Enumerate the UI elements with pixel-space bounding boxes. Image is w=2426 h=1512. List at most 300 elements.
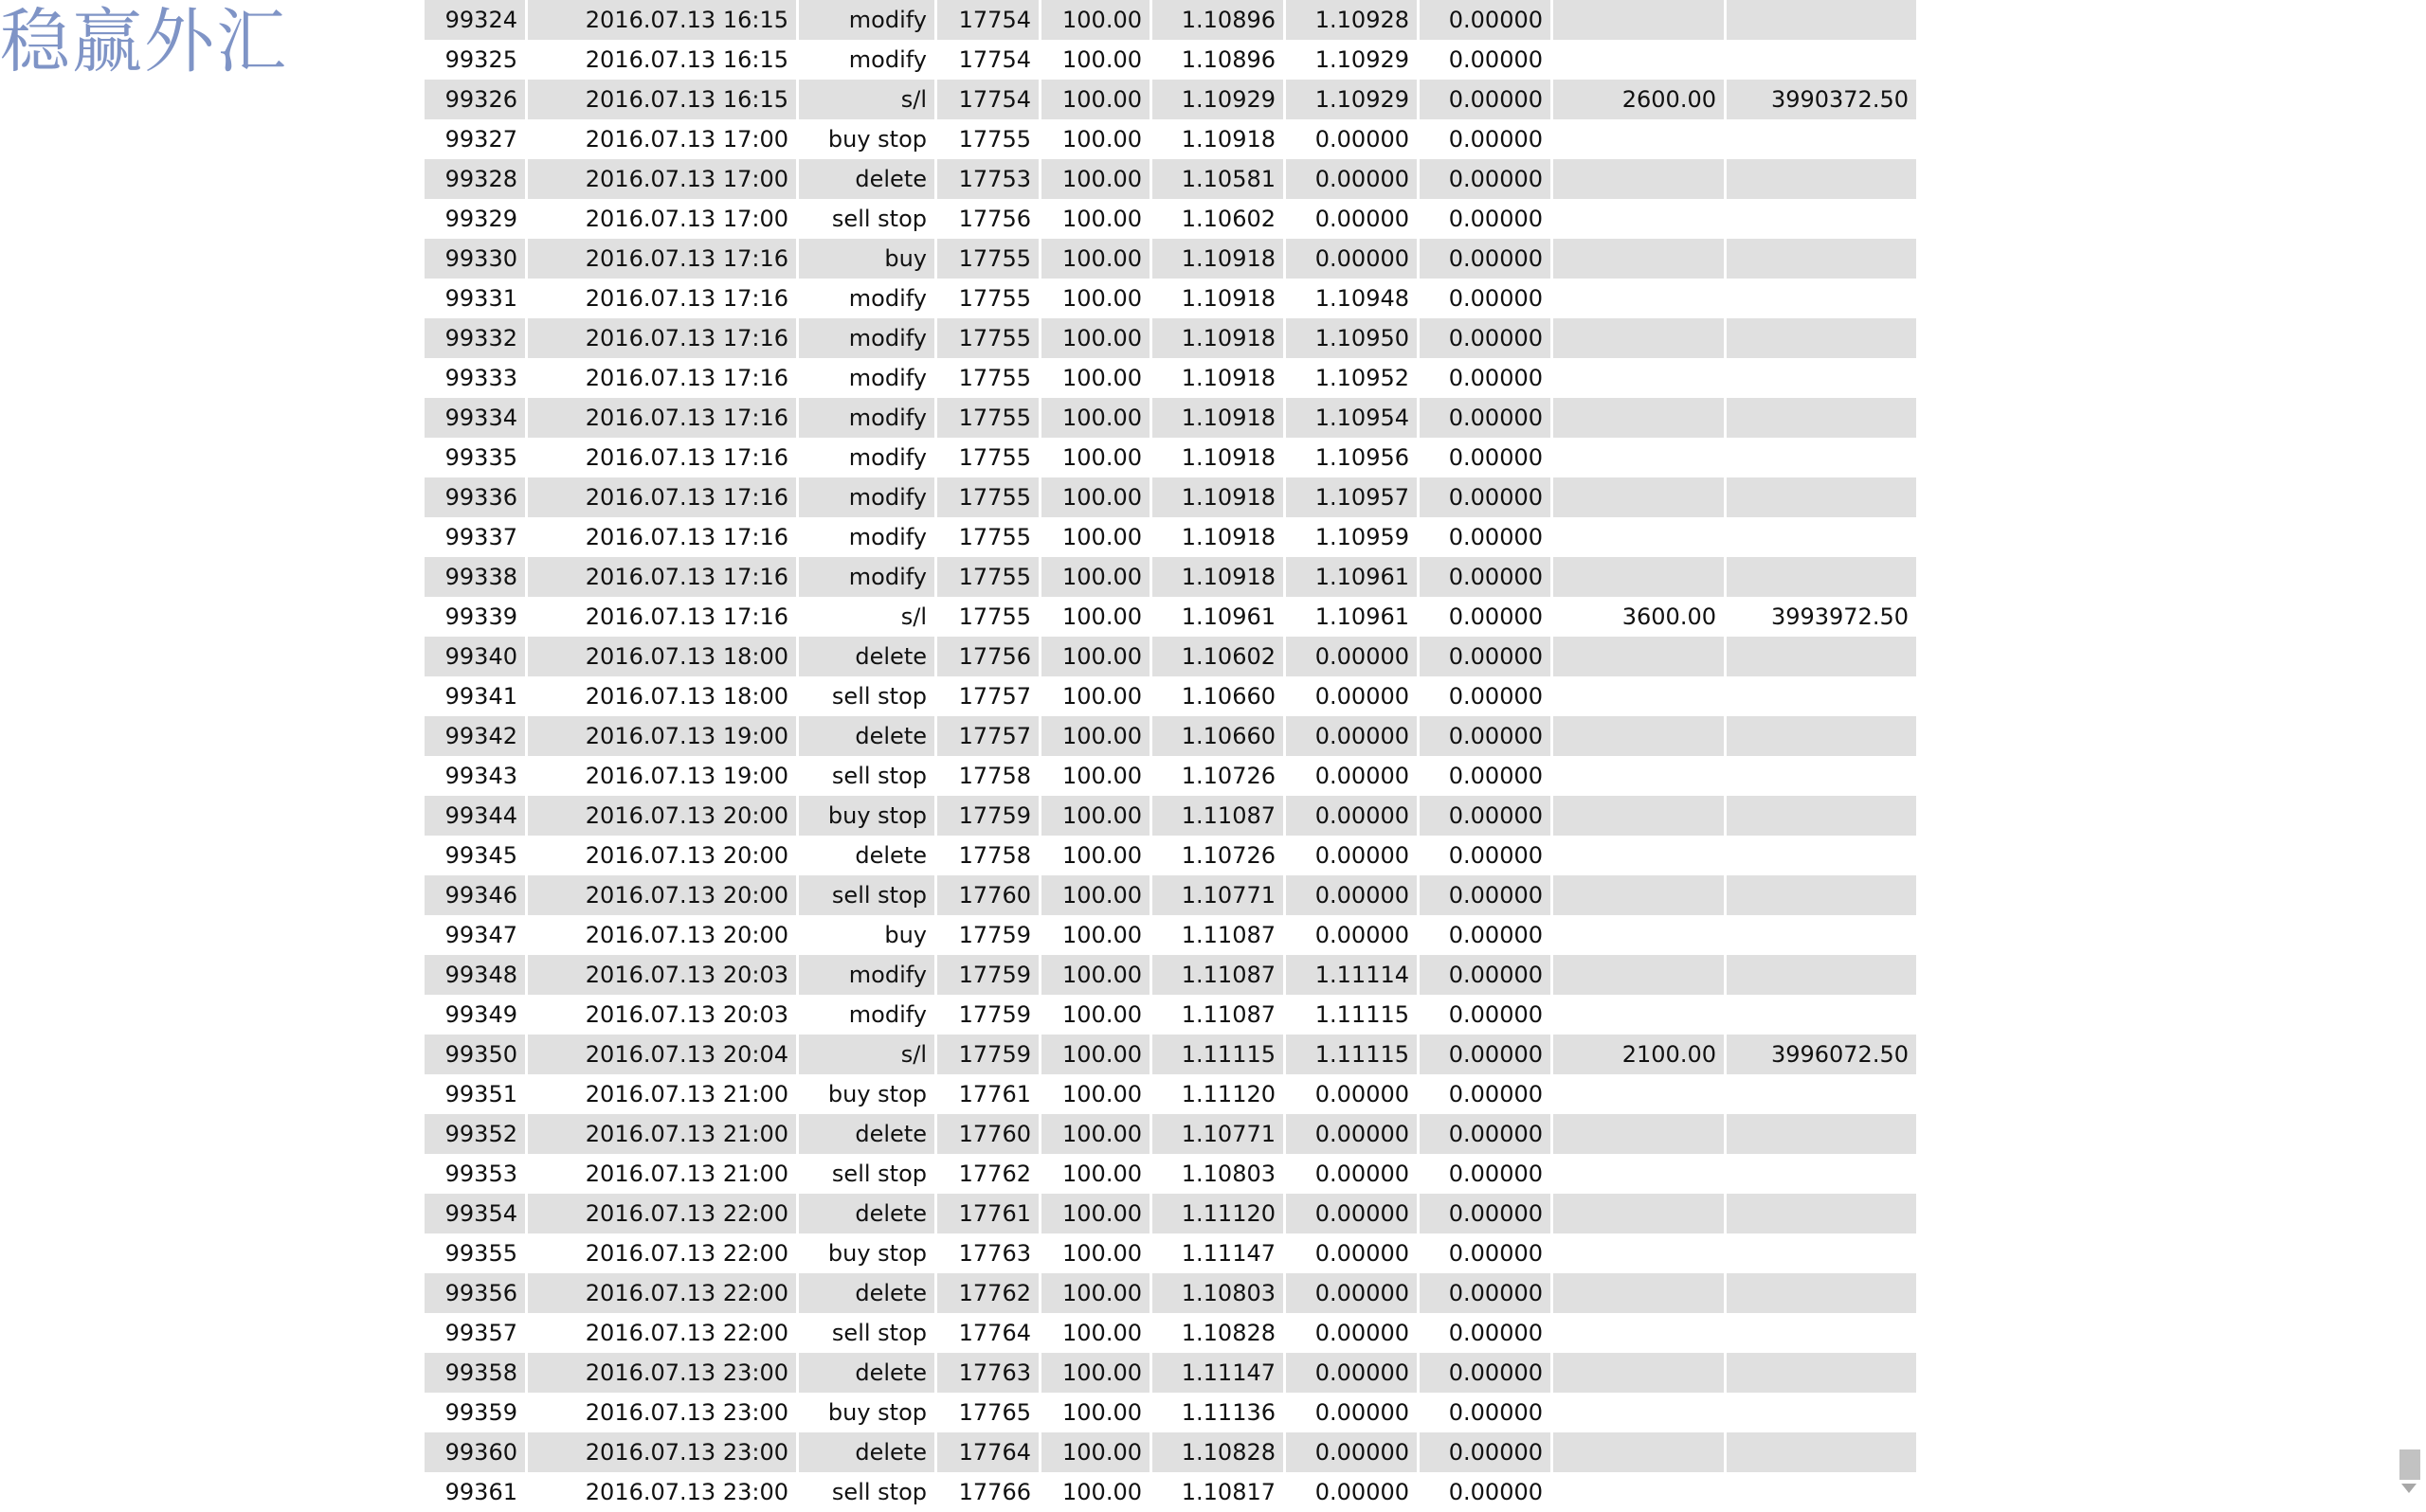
deal-time-cell: 2016.07.13 23:00 — [528, 1353, 796, 1393]
take-profit-cell: 0.00000 — [1420, 597, 1550, 637]
lot-size-cell: 100.00 — [1041, 358, 1150, 398]
deal-time-cell: 2016.07.13 17:16 — [528, 239, 796, 279]
deal-time-cell: 2016.07.13 17:16 — [528, 477, 796, 517]
table-row — [425, 398, 1916, 438]
profit-cell — [1553, 995, 1724, 1035]
stop-loss-cell: 0.00000 — [1286, 676, 1417, 716]
table-row — [425, 239, 1916, 279]
table-row — [425, 716, 1916, 756]
table-row — [425, 119, 1916, 159]
take-profit-cell: 0.00000 — [1420, 836, 1550, 875]
deal-number-cell: 99359 — [425, 1393, 525, 1432]
balance-cell — [1727, 398, 1916, 438]
profit-cell — [1553, 358, 1724, 398]
balance-cell — [1727, 1154, 1916, 1194]
balance-cell — [1727, 318, 1916, 358]
order-number-cell: 17757 — [937, 676, 1039, 716]
balance-cell — [1727, 915, 1916, 955]
price-cell: 1.10726 — [1152, 836, 1283, 875]
lot-size-cell: 100.00 — [1041, 676, 1150, 716]
deal-time-cell: 2016.07.13 17:16 — [528, 517, 796, 557]
balance-cell: 3993972.50 — [1727, 597, 1916, 637]
balance-cell — [1727, 716, 1916, 756]
order-number-cell: 17755 — [937, 438, 1039, 477]
deal-number-cell: 99328 — [425, 159, 525, 199]
deal-type-cell: sell stop — [799, 1154, 934, 1194]
price-cell: 1.10660 — [1152, 716, 1283, 756]
price-cell: 1.10918 — [1152, 119, 1283, 159]
lot-size-cell: 100.00 — [1041, 557, 1150, 597]
lot-size-cell: 100.00 — [1041, 995, 1150, 1035]
deal-time-cell: 2016.07.13 20:00 — [528, 796, 796, 836]
lot-size-cell: 100.00 — [1041, 796, 1150, 836]
price-cell: 1.11136 — [1152, 1393, 1283, 1432]
deal-type-cell: modify — [799, 557, 934, 597]
deal-type-cell: sell stop — [799, 1313, 934, 1353]
price-cell: 1.10961 — [1152, 597, 1283, 637]
order-number-cell: 17759 — [937, 955, 1039, 995]
balance-cell — [1727, 1194, 1916, 1233]
balance-cell — [1727, 477, 1916, 517]
deal-number-cell: 99344 — [425, 796, 525, 836]
lot-size-cell: 100.00 — [1041, 1074, 1150, 1114]
balance-cell — [1727, 40, 1916, 80]
balance-cell — [1727, 1233, 1916, 1273]
table-row — [425, 438, 1916, 477]
stop-loss-cell: 0.00000 — [1286, 1432, 1417, 1472]
table-row — [425, 1074, 1916, 1114]
table-row — [425, 796, 1916, 836]
stop-loss-cell: 1.10956 — [1286, 438, 1417, 477]
lot-size-cell: 100.00 — [1041, 1233, 1150, 1273]
order-number-cell: 17760 — [937, 1114, 1039, 1154]
deal-type-cell: modify — [799, 477, 934, 517]
profit-cell — [1553, 1432, 1724, 1472]
lot-size-cell: 100.00 — [1041, 1353, 1150, 1393]
table-row — [425, 875, 1916, 915]
deal-time-cell: 2016.07.13 23:00 — [528, 1432, 796, 1472]
take-profit-cell: 0.00000 — [1420, 637, 1550, 676]
deal-time-cell: 2016.07.13 17:16 — [528, 358, 796, 398]
deal-type-cell: delete — [799, 159, 934, 199]
deal-number-cell: 99337 — [425, 517, 525, 557]
stop-loss-cell: 0.00000 — [1286, 1472, 1417, 1512]
balance-cell — [1727, 1114, 1916, 1154]
deal-type-cell: modify — [799, 398, 934, 438]
deal-type-cell: buy stop — [799, 1393, 934, 1432]
lot-size-cell: 100.00 — [1041, 836, 1150, 875]
deal-time-cell: 2016.07.13 20:03 — [528, 955, 796, 995]
lot-size-cell: 100.00 — [1041, 1035, 1150, 1074]
stop-loss-cell: 0.00000 — [1286, 875, 1417, 915]
lot-size-cell: 100.00 — [1041, 955, 1150, 995]
deal-type-cell: buy — [799, 915, 934, 955]
price-cell: 1.10918 — [1152, 438, 1283, 477]
take-profit-cell: 0.00000 — [1420, 199, 1550, 239]
stop-loss-cell: 0.00000 — [1286, 637, 1417, 676]
price-cell: 1.10581 — [1152, 159, 1283, 199]
price-cell: 1.11087 — [1152, 915, 1283, 955]
take-profit-cell: 0.00000 — [1420, 398, 1550, 438]
lot-size-cell: 100.00 — [1041, 517, 1150, 557]
price-cell: 1.10918 — [1152, 398, 1283, 438]
take-profit-cell: 0.00000 — [1420, 955, 1550, 995]
order-number-cell: 17755 — [937, 119, 1039, 159]
order-number-cell: 17754 — [937, 40, 1039, 80]
deal-number-cell: 99324 — [425, 0, 525, 40]
take-profit-cell: 0.00000 — [1420, 40, 1550, 80]
table-row — [425, 1432, 1916, 1472]
order-number-cell: 17759 — [937, 796, 1039, 836]
stop-loss-cell: 0.00000 — [1286, 1353, 1417, 1393]
take-profit-cell: 0.00000 — [1420, 318, 1550, 358]
deal-number-cell: 99335 — [425, 438, 525, 477]
deal-time-cell: 2016.07.13 23:00 — [528, 1393, 796, 1432]
deal-number-cell: 99345 — [425, 836, 525, 875]
deal-time-cell: 2016.07.13 17:16 — [528, 438, 796, 477]
balance-cell — [1727, 1432, 1916, 1472]
stop-loss-cell: 0.00000 — [1286, 199, 1417, 239]
table-row — [425, 1194, 1916, 1233]
take-profit-cell: 0.00000 — [1420, 1114, 1550, 1154]
stop-loss-cell: 1.10959 — [1286, 517, 1417, 557]
vertical-scrollbar[interactable] — [2394, 0, 2426, 1507]
lot-size-cell: 100.00 — [1041, 1313, 1150, 1353]
deal-type-cell: delete — [799, 836, 934, 875]
deal-number-cell: 99336 — [425, 477, 525, 517]
profit-cell — [1553, 796, 1724, 836]
price-cell: 1.11115 — [1152, 1035, 1283, 1074]
deal-time-cell: 2016.07.13 19:00 — [528, 756, 796, 796]
deal-time-cell: 2016.07.13 18:00 — [528, 676, 796, 716]
order-number-cell: 17761 — [937, 1194, 1039, 1233]
profit-cell — [1553, 955, 1724, 995]
price-cell: 1.11120 — [1152, 1074, 1283, 1114]
table-row — [425, 597, 1916, 637]
profit-cell — [1553, 1194, 1724, 1233]
deal-number-cell: 99331 — [425, 279, 525, 318]
take-profit-cell: 0.00000 — [1420, 756, 1550, 796]
table-row — [425, 1114, 1916, 1154]
stop-loss-cell: 0.00000 — [1286, 716, 1417, 756]
deal-time-cell: 2016.07.13 19:00 — [528, 716, 796, 756]
deal-number-cell: 99355 — [425, 1233, 525, 1273]
balance-cell — [1727, 676, 1916, 716]
profit-cell — [1553, 438, 1724, 477]
profit-cell — [1553, 676, 1724, 716]
deal-type-cell: sell stop — [799, 1472, 934, 1512]
stop-loss-cell: 1.10929 — [1286, 40, 1417, 80]
order-number-cell: 17755 — [937, 597, 1039, 637]
lot-size-cell: 100.00 — [1041, 1393, 1150, 1432]
stop-loss-cell: 1.10929 — [1286, 80, 1417, 119]
deal-type-cell: sell stop — [799, 875, 934, 915]
table-row — [425, 1273, 1916, 1313]
deal-number-cell: 99358 — [425, 1353, 525, 1393]
deal-number-cell: 99339 — [425, 597, 525, 637]
lot-size-cell: 100.00 — [1041, 1273, 1150, 1313]
order-number-cell: 17754 — [937, 0, 1039, 40]
take-profit-cell: 0.00000 — [1420, 557, 1550, 597]
deal-number-cell: 99329 — [425, 199, 525, 239]
profit-cell: 2600.00 — [1553, 80, 1724, 119]
scroll-down-arrow-icon[interactable] — [2401, 1484, 2417, 1493]
deal-number-cell: 99353 — [425, 1154, 525, 1194]
trade-history-table — [422, 0, 1919, 1512]
stop-loss-cell: 1.10952 — [1286, 358, 1417, 398]
price-cell: 1.10660 — [1152, 676, 1283, 716]
price-cell: 1.10817 — [1152, 1472, 1283, 1512]
price-cell: 1.10896 — [1152, 40, 1283, 80]
balance-cell — [1727, 836, 1916, 875]
take-profit-cell: 0.00000 — [1420, 159, 1550, 199]
profit-cell — [1553, 716, 1724, 756]
price-cell: 1.10803 — [1152, 1273, 1283, 1313]
stop-loss-cell: 0.00000 — [1286, 1114, 1417, 1154]
stop-loss-cell: 0.00000 — [1286, 1273, 1417, 1313]
take-profit-cell: 0.00000 — [1420, 358, 1550, 398]
price-cell: 1.11087 — [1152, 955, 1283, 995]
profit-cell — [1553, 159, 1724, 199]
profit-cell — [1553, 119, 1724, 159]
deal-time-cell: 2016.07.13 21:00 — [528, 1154, 796, 1194]
profit-cell — [1553, 477, 1724, 517]
table-row — [425, 1154, 1916, 1194]
profit-cell: 2100.00 — [1553, 1035, 1724, 1074]
balance-cell — [1727, 796, 1916, 836]
deal-type-cell: modify — [799, 995, 934, 1035]
deal-time-cell: 2016.07.13 16:15 — [528, 80, 796, 119]
profit-cell — [1553, 318, 1724, 358]
deal-time-cell: 2016.07.13 20:00 — [528, 915, 796, 955]
deal-number-cell: 99351 — [425, 1074, 525, 1114]
order-number-cell: 17765 — [937, 1393, 1039, 1432]
deal-number-cell: 99334 — [425, 398, 525, 438]
deal-number-cell: 99338 — [425, 557, 525, 597]
order-number-cell: 17759 — [937, 995, 1039, 1035]
take-profit-cell: 0.00000 — [1420, 716, 1550, 756]
price-cell: 1.10929 — [1152, 80, 1283, 119]
profit-cell — [1553, 1472, 1724, 1512]
profit-cell — [1553, 756, 1724, 796]
balance-cell — [1727, 0, 1916, 40]
take-profit-cell: 0.00000 — [1420, 1074, 1550, 1114]
order-number-cell: 17756 — [937, 637, 1039, 676]
deal-number-cell: 99348 — [425, 955, 525, 995]
profit-cell — [1553, 1393, 1724, 1432]
deal-type-cell: modify — [799, 0, 934, 40]
deal-time-cell: 2016.07.13 17:00 — [528, 199, 796, 239]
table-row — [425, 40, 1916, 80]
deal-time-cell: 2016.07.13 23:00 — [528, 1472, 796, 1512]
price-cell: 1.10918 — [1152, 279, 1283, 318]
scrollbar-thumb[interactable] — [2399, 1449, 2420, 1480]
take-profit-cell: 0.00000 — [1420, 279, 1550, 318]
balance-cell — [1727, 1273, 1916, 1313]
balance-cell — [1727, 517, 1916, 557]
profit-cell — [1553, 915, 1724, 955]
deal-time-cell: 2016.07.13 20:04 — [528, 1035, 796, 1074]
deal-time-cell: 2016.07.13 17:16 — [528, 597, 796, 637]
deal-type-cell: modify — [799, 517, 934, 557]
lot-size-cell: 100.00 — [1041, 756, 1150, 796]
deal-type-cell: delete — [799, 1194, 934, 1233]
deal-time-cell: 2016.07.13 17:16 — [528, 398, 796, 438]
take-profit-cell: 0.00000 — [1420, 796, 1550, 836]
balance-cell — [1727, 239, 1916, 279]
deal-number-cell: 99349 — [425, 995, 525, 1035]
price-cell: 1.10896 — [1152, 0, 1283, 40]
deal-time-cell: 2016.07.13 20:00 — [528, 836, 796, 875]
order-number-cell: 17754 — [937, 80, 1039, 119]
table-row — [425, 915, 1916, 955]
price-cell: 1.10771 — [1152, 875, 1283, 915]
deal-time-cell: 2016.07.13 20:03 — [528, 995, 796, 1035]
profit-cell — [1553, 637, 1724, 676]
balance-cell: 3990372.50 — [1727, 80, 1916, 119]
lot-size-cell: 100.00 — [1041, 1472, 1150, 1512]
price-cell: 1.10803 — [1152, 1154, 1283, 1194]
take-profit-cell: 0.00000 — [1420, 995, 1550, 1035]
deal-type-cell: delete — [799, 1353, 934, 1393]
table-row — [425, 1353, 1916, 1393]
table-row — [425, 477, 1916, 517]
lot-size-cell: 100.00 — [1041, 318, 1150, 358]
table-row — [425, 1313, 1916, 1353]
table-row — [425, 1233, 1916, 1273]
table-row — [425, 756, 1916, 796]
deal-type-cell: s/l — [799, 1035, 934, 1074]
take-profit-cell: 0.00000 — [1420, 517, 1550, 557]
lot-size-cell: 100.00 — [1041, 637, 1150, 676]
take-profit-cell: 0.00000 — [1420, 1035, 1550, 1074]
stop-loss-cell: 1.11115 — [1286, 1035, 1417, 1074]
order-number-cell: 17764 — [937, 1432, 1039, 1472]
price-cell: 1.11087 — [1152, 995, 1283, 1035]
deal-time-cell: 2016.07.13 17:00 — [528, 119, 796, 159]
order-number-cell: 17761 — [937, 1074, 1039, 1114]
stop-loss-cell: 1.11115 — [1286, 995, 1417, 1035]
deal-time-cell: 2016.07.13 16:15 — [528, 40, 796, 80]
deal-time-cell: 2016.07.13 21:00 — [528, 1114, 796, 1154]
lot-size-cell: 100.00 — [1041, 477, 1150, 517]
order-number-cell: 17759 — [937, 915, 1039, 955]
take-profit-cell: 0.00000 — [1420, 80, 1550, 119]
table-row — [425, 199, 1916, 239]
stop-loss-cell: 0.00000 — [1286, 796, 1417, 836]
order-number-cell: 17759 — [937, 1035, 1039, 1074]
balance-cell — [1727, 1313, 1916, 1353]
table-row — [425, 517, 1916, 557]
deal-number-cell: 99356 — [425, 1273, 525, 1313]
deal-number-cell: 99333 — [425, 358, 525, 398]
stop-loss-cell: 1.10928 — [1286, 0, 1417, 40]
profit-cell — [1553, 398, 1724, 438]
stop-loss-cell: 1.10961 — [1286, 557, 1417, 597]
deal-type-cell: buy stop — [799, 119, 934, 159]
deal-time-cell: 2016.07.13 17:16 — [528, 557, 796, 597]
deal-number-cell: 99360 — [425, 1432, 525, 1472]
deal-type-cell: delete — [799, 637, 934, 676]
balance-cell — [1727, 557, 1916, 597]
order-number-cell: 17763 — [937, 1353, 1039, 1393]
balance-cell — [1727, 875, 1916, 915]
stop-loss-cell: 1.10961 — [1286, 597, 1417, 637]
deal-type-cell: s/l — [799, 80, 934, 119]
profit-cell — [1553, 1074, 1724, 1114]
lot-size-cell: 100.00 — [1041, 159, 1150, 199]
price-cell: 1.10828 — [1152, 1313, 1283, 1353]
lot-size-cell: 100.00 — [1041, 0, 1150, 40]
stop-loss-cell: 0.00000 — [1286, 1313, 1417, 1353]
deal-time-cell: 2016.07.13 17:00 — [528, 159, 796, 199]
deal-time-cell: 2016.07.13 17:16 — [528, 279, 796, 318]
balance-cell — [1727, 1074, 1916, 1114]
profit-cell — [1553, 836, 1724, 875]
table-row — [425, 358, 1916, 398]
table-row — [425, 279, 1916, 318]
take-profit-cell: 0.00000 — [1420, 1432, 1550, 1472]
balance-cell — [1727, 438, 1916, 477]
deal-time-cell: 2016.07.13 22:00 — [528, 1313, 796, 1353]
deal-type-cell: sell stop — [799, 676, 934, 716]
take-profit-cell: 0.00000 — [1420, 119, 1550, 159]
price-cell: 1.10918 — [1152, 358, 1283, 398]
lot-size-cell: 100.00 — [1041, 875, 1150, 915]
lot-size-cell: 100.00 — [1041, 80, 1150, 119]
deal-type-cell: modify — [799, 358, 934, 398]
lot-size-cell: 100.00 — [1041, 1432, 1150, 1472]
balance-cell — [1727, 756, 1916, 796]
profit-cell — [1553, 199, 1724, 239]
stop-loss-cell: 0.00000 — [1286, 756, 1417, 796]
price-cell: 1.10918 — [1152, 557, 1283, 597]
table-row — [425, 995, 1916, 1035]
price-cell: 1.11087 — [1152, 796, 1283, 836]
price-cell: 1.10918 — [1152, 517, 1283, 557]
balance-cell — [1727, 279, 1916, 318]
profit-cell — [1553, 0, 1724, 40]
deal-number-cell: 99326 — [425, 80, 525, 119]
deal-number-cell: 99325 — [425, 40, 525, 80]
deal-number-cell: 99361 — [425, 1472, 525, 1512]
lot-size-cell: 100.00 — [1041, 239, 1150, 279]
stop-loss-cell: 1.10957 — [1286, 477, 1417, 517]
stop-loss-cell: 0.00000 — [1286, 1194, 1417, 1233]
stop-loss-cell: 0.00000 — [1286, 239, 1417, 279]
order-number-cell: 17755 — [937, 398, 1039, 438]
profit-cell — [1553, 1313, 1724, 1353]
deal-type-cell: sell stop — [799, 199, 934, 239]
deal-type-cell: modify — [799, 279, 934, 318]
price-cell: 1.10918 — [1152, 477, 1283, 517]
stop-loss-cell: 0.00000 — [1286, 1393, 1417, 1432]
price-cell: 1.10918 — [1152, 318, 1283, 358]
deal-number-cell: 99342 — [425, 716, 525, 756]
balance-cell — [1727, 358, 1916, 398]
profit-cell — [1553, 239, 1724, 279]
order-number-cell: 17755 — [937, 239, 1039, 279]
stop-loss-cell: 0.00000 — [1286, 836, 1417, 875]
balance-cell — [1727, 1472, 1916, 1512]
deal-number-cell: 99346 — [425, 875, 525, 915]
lot-size-cell: 100.00 — [1041, 119, 1150, 159]
deal-type-cell: modify — [799, 318, 934, 358]
deal-type-cell: delete — [799, 1114, 934, 1154]
order-number-cell: 17762 — [937, 1273, 1039, 1313]
take-profit-cell: 0.00000 — [1420, 1353, 1550, 1393]
lot-size-cell: 100.00 — [1041, 716, 1150, 756]
